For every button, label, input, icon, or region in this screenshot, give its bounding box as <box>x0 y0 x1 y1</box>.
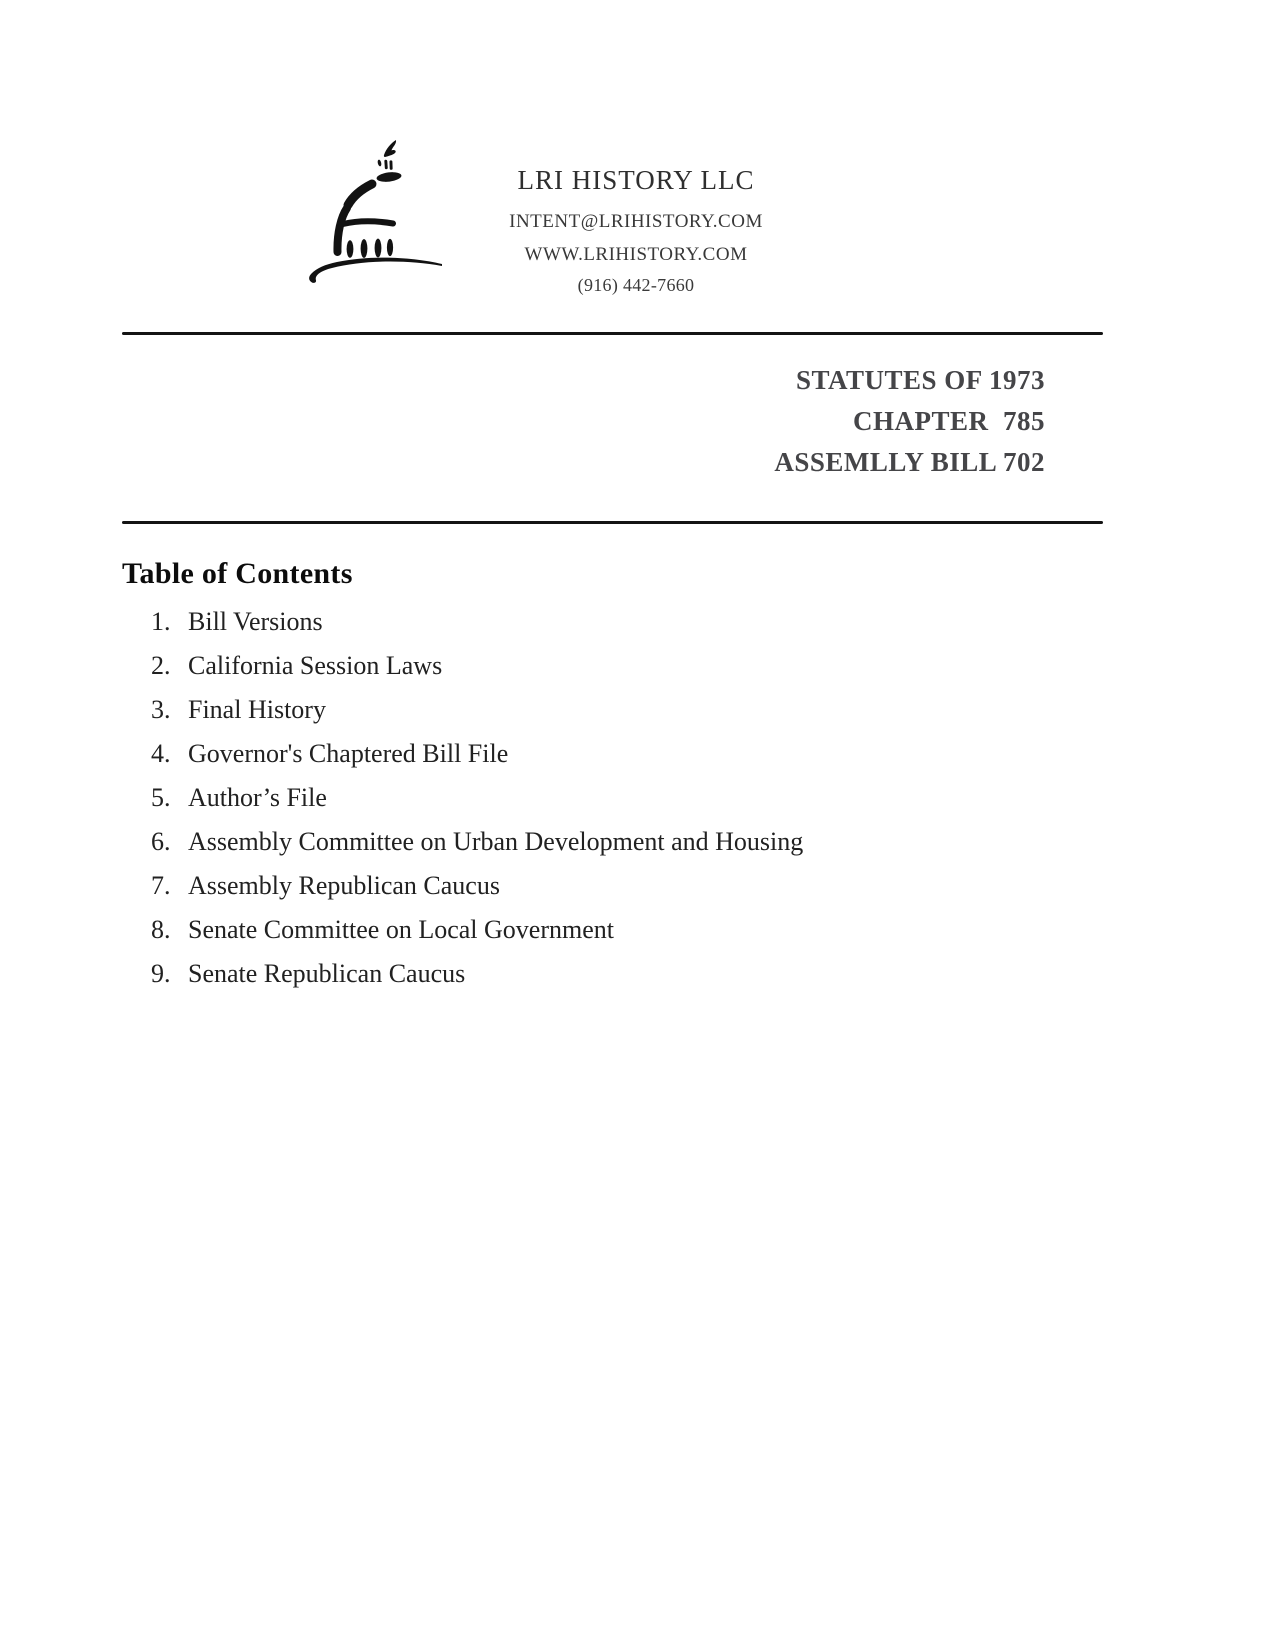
email-address: INTENT@LRIHISTORY.COM <box>509 211 763 232</box>
assembly-bill-line: ASSEMLLY BILL 702 <box>774 447 1045 477</box>
website-url: WWW.LRIHISTORY.COM <box>524 244 748 265</box>
toc-item-label: Assembly Committee on Urban Development and Housing <box>188 827 804 856</box>
toc-item-label: California Session Laws <box>188 651 443 680</box>
toc-item <box>151 600 803 644</box>
toc-item-label: Bill Versions <box>188 607 323 636</box>
toc-heading: Table of Contents <box>122 557 353 590</box>
divider-top <box>122 332 1103 335</box>
toc-item-label: Assembly Republican Caucus <box>188 871 500 900</box>
toc-item <box>151 688 803 732</box>
toc-item <box>151 776 803 820</box>
toc-item-label: Author’s File <box>188 783 327 812</box>
toc-item-label: Final History <box>188 695 326 724</box>
letterhead <box>466 163 806 299</box>
toc-item-label: Senate Committee on Local Government <box>188 915 614 944</box>
statutes-block <box>774 360 1045 483</box>
toc-item-label: Senate Republican Caucus <box>188 959 466 988</box>
toc-list <box>151 600 803 996</box>
company-name: LRI HISTORY LLC <box>517 165 755 195</box>
toc-item-label: Governor's Chaptered Bill File <box>188 739 509 768</box>
toc-item <box>151 820 803 864</box>
divider-bottom <box>122 521 1103 524</box>
statutes-year-line: STATUTES OF 1973 <box>795 365 1045 395</box>
toc-item <box>151 864 803 908</box>
toc-item <box>151 908 803 952</box>
toc-item <box>151 952 803 996</box>
phone-number: (916) 442-7660 <box>577 275 695 295</box>
toc-item <box>151 644 803 688</box>
capitol-dome-logo-icon <box>303 133 449 288</box>
chapter-line: CHAPTER 785 <box>852 406 1045 436</box>
toc-item <box>151 732 803 776</box>
